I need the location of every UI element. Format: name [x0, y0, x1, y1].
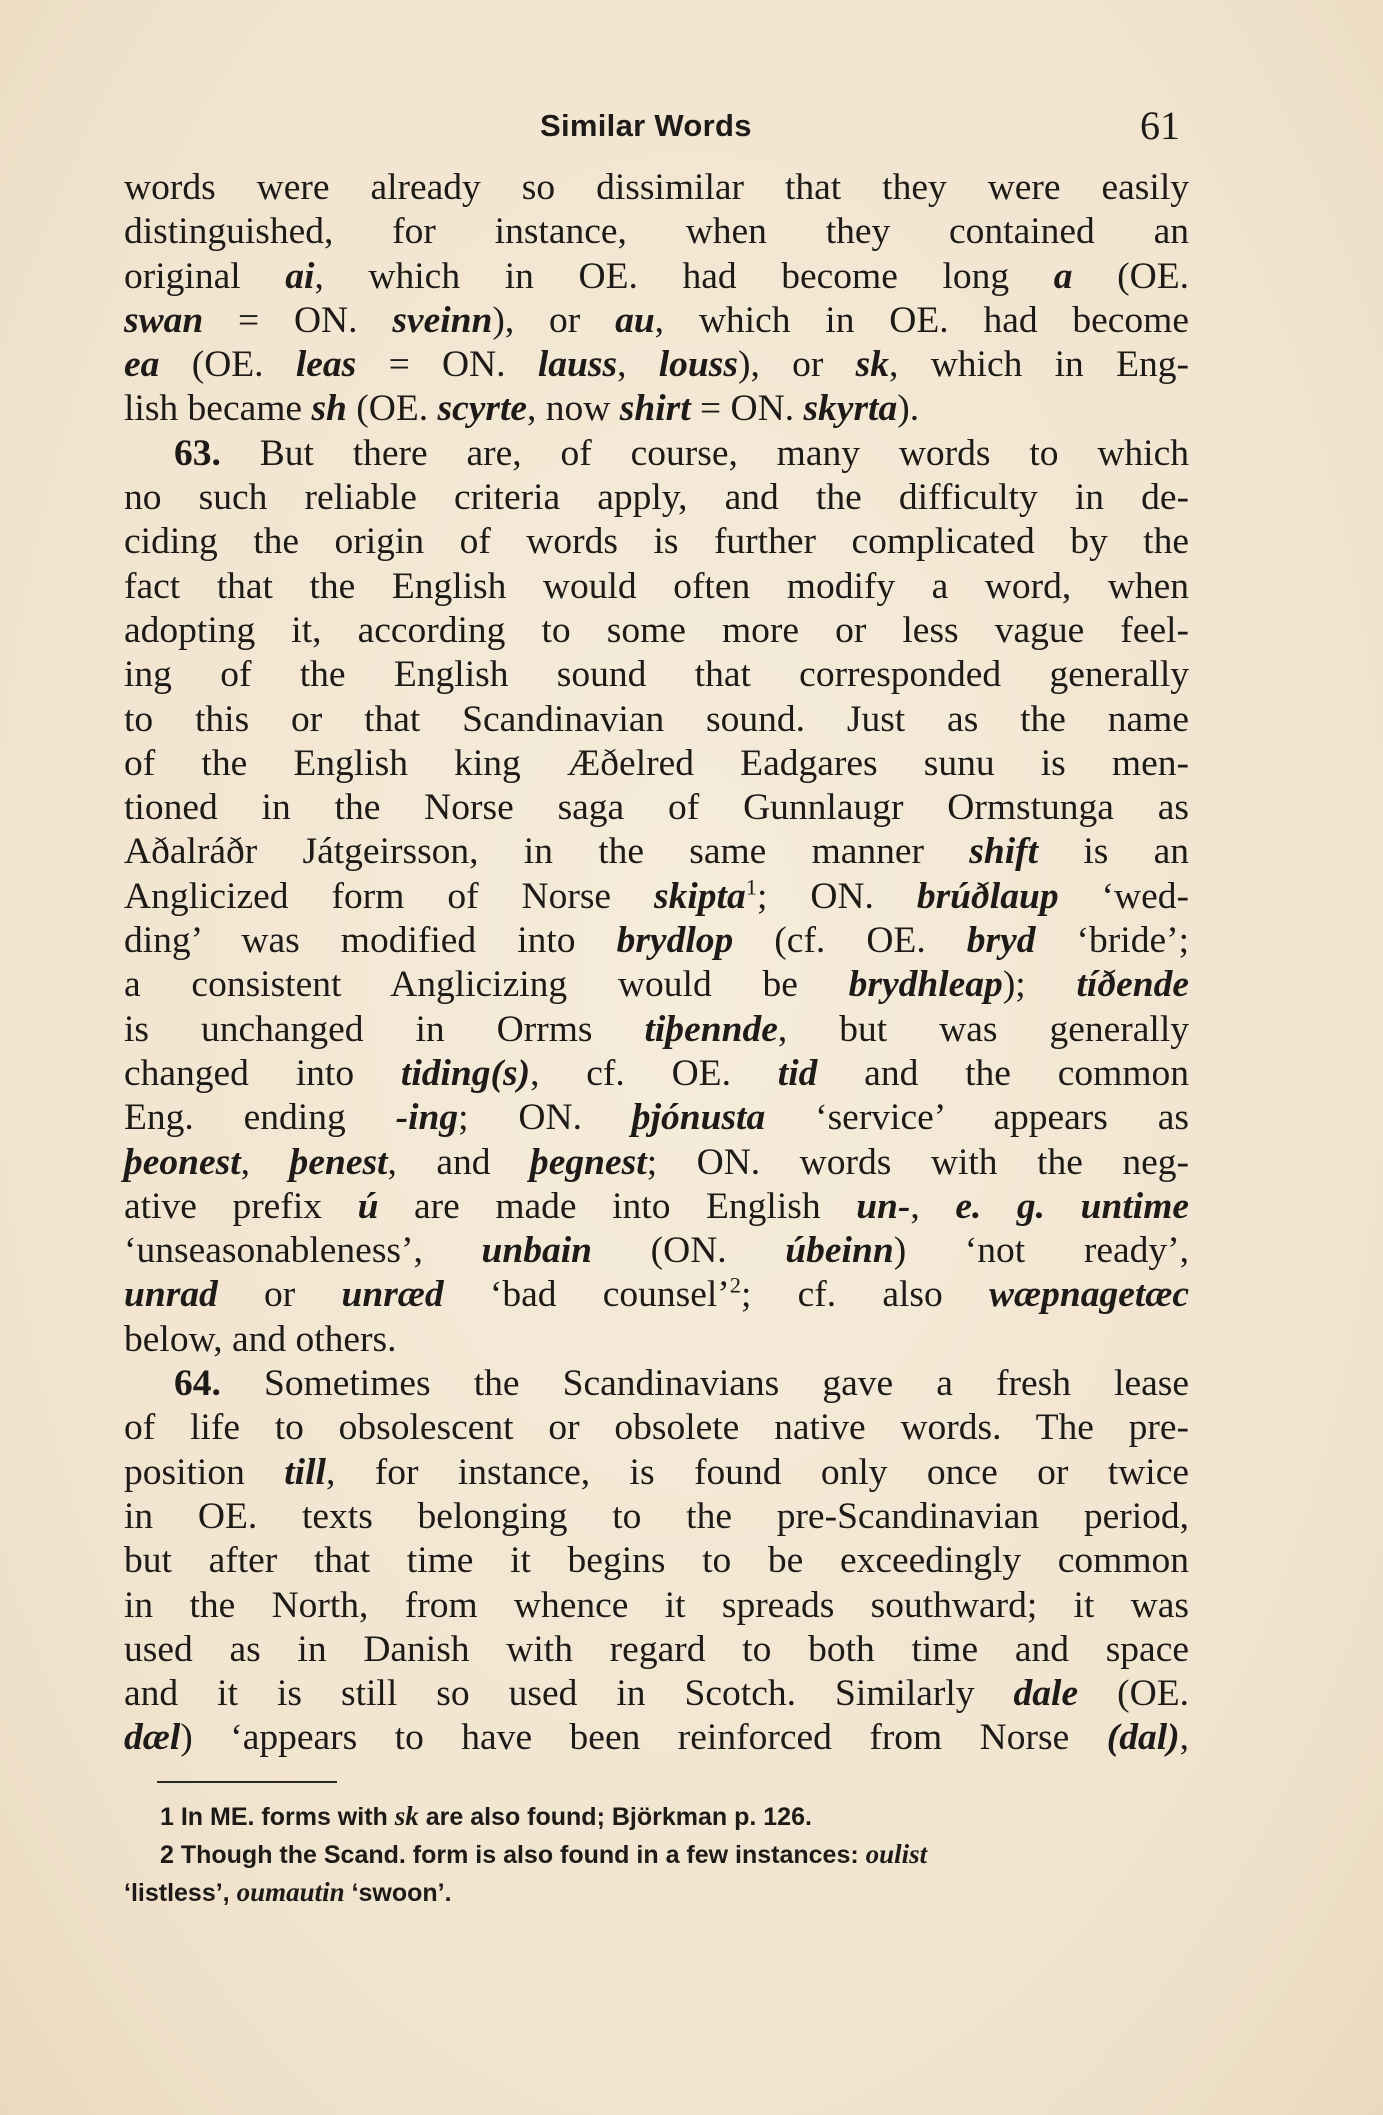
text-line [124, 210, 1189, 254]
text-run: , [240, 1141, 290, 1183]
text-run: , cf. OE. [530, 1052, 778, 1094]
italic-term: ea [124, 344, 160, 386]
text-run: distinguished, for instance, when they contained an [124, 211, 1189, 253]
text-run: , [617, 344, 659, 386]
italic-term: tiþennde [644, 1008, 778, 1050]
text-run: used as in Danish with regard to both time and space [124, 1628, 1189, 1670]
footnote-line [124, 1836, 1189, 1874]
italic-term: sk [855, 344, 890, 386]
text-run: and the common [817, 1052, 1189, 1094]
text-line [124, 1628, 1189, 1672]
text-run: ‘listless’, [124, 1879, 237, 1907]
text-line [124, 476, 1189, 520]
text-run: (cf. OE. [733, 920, 967, 962]
text-line [124, 565, 1189, 609]
italic-term: unbain [481, 1230, 592, 1272]
italic-term: shirt [619, 388, 691, 430]
text-run: Eng. ending [124, 1097, 396, 1139]
text-line [124, 1318, 1189, 1362]
text-run: ‘wed- [1058, 875, 1189, 917]
body-text [124, 166, 1189, 1761]
text-run: (OE. [159, 344, 296, 386]
text-run: is an [1038, 831, 1189, 873]
italic-term: sk [394, 1801, 419, 1831]
text-run: ; cf. also [741, 1274, 989, 1316]
italic-term: un- [856, 1185, 911, 1227]
text-line [124, 1406, 1189, 1450]
text-line [124, 698, 1189, 742]
text-run: ); [1002, 964, 1077, 1006]
text-run: (OE. [1072, 255, 1189, 297]
italic-term: þenest [289, 1141, 388, 1183]
italic-term: (dal) [1106, 1717, 1180, 1759]
text-run: , for instance, is found only once or twice [325, 1451, 1189, 1493]
italic-term: till [284, 1451, 326, 1493]
text-run: , [910, 1185, 956, 1227]
text-line [124, 1096, 1189, 1140]
text-run: are made into English [378, 1185, 857, 1227]
text-line [124, 1716, 1189, 1760]
text-line [124, 387, 1189, 431]
text-run: 1 In ME. forms with [160, 1803, 395, 1831]
text-line [124, 1008, 1189, 1052]
italic-term: brydhleap [848, 964, 1003, 1006]
text-run: Aðalráðr Játgeirsson, in the same manner [124, 831, 970, 873]
text-run: words were already so dissimilar that they were easily [124, 167, 1189, 208]
text-line [124, 1141, 1189, 1185]
text-run: changed into [124, 1052, 401, 1094]
italic-term: ú [357, 1185, 379, 1227]
italic-term: dale [1013, 1673, 1079, 1715]
text-line [124, 1495, 1189, 1539]
italic-term: tid [777, 1052, 818, 1094]
text-run: But there are, of course, many words to which [220, 432, 1189, 474]
text-line [124, 520, 1189, 564]
footnote-line [124, 1874, 1189, 1912]
italic-term: brúðlaup [916, 875, 1059, 917]
text-run: ‘bride’; [1035, 920, 1190, 962]
italic-term: dæl [124, 1717, 181, 1759]
text-line [124, 299, 1189, 343]
italic-term: skyrta [803, 388, 898, 430]
text-run: ing of the English sound that corresponded generally [124, 654, 1189, 696]
text-run: Anglicized form of Norse [124, 875, 655, 917]
text-run: adopting it, according to some more or less vague feel- [124, 609, 1189, 651]
italic-term: untime [1080, 1185, 1190, 1227]
text-run: = ON. [690, 388, 804, 430]
text-run: ), or [737, 344, 856, 386]
footnote-line [124, 1798, 1189, 1836]
italic-term: oumautin [236, 1877, 345, 1907]
text-run: and it is still so used in Scotch. Similarly [124, 1673, 1014, 1715]
italic-term: shift [969, 831, 1039, 873]
text-run: ) ‘not ready’, [893, 1230, 1189, 1272]
text-run: , now [527, 388, 620, 430]
italic-term: tiding(s) [400, 1052, 531, 1094]
text-run: = ON. [203, 299, 393, 341]
text-line [124, 1185, 1189, 1229]
paragraph-number: 63. [174, 432, 221, 474]
footnote-marker: 2 [729, 1272, 741, 1298]
italic-term: wæpnagetæc [989, 1274, 1189, 1316]
text-line [124, 255, 1189, 299]
text-line [124, 963, 1189, 1007]
text-run: of the English king Æðelred Eadgares sunu is men- [124, 742, 1189, 784]
footnote-marker: 1 [745, 874, 757, 900]
text-line [124, 875, 1189, 919]
text-run: lish became [124, 388, 312, 430]
text-run: in OE. texts belonging to the pre-Scandinavian period, [124, 1495, 1189, 1537]
text-line [124, 830, 1189, 874]
text-run: are also found; Björkman p. 126. [418, 1803, 812, 1831]
text-run: (ON. [592, 1230, 786, 1272]
text-run: ‘bad counsel’ [443, 1274, 730, 1316]
text-run: ative prefix [124, 1185, 358, 1227]
text-run: ; ON. [756, 875, 917, 917]
running-title: Similar Words [540, 108, 752, 143]
text-run: Sometimes the Scandinavians gave a fresh lease [220, 1363, 1189, 1405]
italic-term: unrad [124, 1274, 218, 1316]
text-run: , which in OE. had become [654, 299, 1189, 341]
italic-term: scyrte [437, 388, 528, 430]
text-run: ). [897, 388, 920, 430]
text-line [124, 609, 1189, 653]
italic-term: a [1053, 255, 1073, 297]
italic-term: au [615, 299, 655, 341]
text-line [124, 1273, 1189, 1317]
text-run: ; ON. [458, 1097, 632, 1139]
text-run: or [217, 1274, 342, 1316]
italic-term: louss [658, 344, 738, 386]
page-header [0, 102, 1383, 152]
text-run: ) ‘appears to have been reinforced from Norse [180, 1717, 1107, 1759]
paragraph-number: 64. [174, 1363, 221, 1405]
text-run: ‘unseasonableness’, [124, 1230, 482, 1272]
italic-term: unræd [341, 1274, 444, 1316]
text-run [1045, 1186, 1081, 1227]
italic-term: sh [311, 388, 347, 430]
italic-term: oulist [865, 1839, 928, 1869]
italic-term: bryd [966, 920, 1036, 962]
text-run: original [124, 255, 286, 297]
italic-term: e. g. [955, 1185, 1046, 1227]
italic-term: -ing [395, 1097, 459, 1139]
italic-term: þjónusta [631, 1097, 766, 1139]
text-run: ‘swoon’. [344, 1879, 452, 1907]
text-run: = ON. [356, 344, 538, 386]
text-run: a consistent Anglicizing would be [124, 964, 849, 1006]
text-run: ‘service’ appears as [765, 1097, 1189, 1139]
footnote [124, 1798, 1189, 1836]
text-line [124, 1052, 1189, 1096]
text-line [124, 166, 1189, 210]
footnote [124, 1836, 1189, 1912]
text-run: , [1179, 1717, 1189, 1759]
text-run: to this or that Scandinavian sound. Just as the name [124, 698, 1189, 740]
text-run: but after that time it begins to be exceedingly common [124, 1540, 1189, 1582]
text-run: (OE. [1078, 1673, 1189, 1715]
text-line [124, 653, 1189, 697]
text-run: ciding the origin of words is further complicated by the [124, 521, 1189, 563]
text-run: in the North, from whence it spreads southward; it was [124, 1584, 1189, 1626]
text-line [124, 1539, 1189, 1583]
text-run: , which in OE. had become long [314, 255, 1054, 297]
italic-term: swan [124, 299, 204, 341]
text-run: no such reliable criteria apply, and the difficulty in de- [124, 477, 1189, 519]
italic-term: lauss [537, 344, 618, 386]
italic-term: þeonest [124, 1141, 241, 1183]
italic-term: brydlop [616, 920, 734, 962]
text-run: position [124, 1451, 285, 1493]
text-run: , which in Eng- [889, 344, 1189, 386]
italic-term: úbeinn [785, 1230, 894, 1272]
text-run: , but was generally [777, 1008, 1190, 1050]
text-line [124, 919, 1189, 963]
text-line [124, 742, 1189, 786]
text-line [124, 343, 1189, 387]
text-run: of life to obsolescent or obsolete native words. The pre- [124, 1407, 1189, 1449]
text-run: , and [387, 1141, 531, 1183]
footnote-rule [157, 1781, 337, 1783]
italic-term: ai [285, 255, 315, 297]
italic-term: sveinn [392, 299, 493, 341]
text-run: 2 Though the Scand. form is also found in a few instances: [160, 1841, 866, 1869]
text-run: ), or [492, 299, 616, 341]
text-run: is unchanged in Orrms [124, 1008, 645, 1050]
text-line [124, 432, 1189, 476]
page-number: 61 [1140, 103, 1180, 148]
italic-term: þegnest [530, 1141, 647, 1183]
text-line [124, 1451, 1189, 1495]
text-run: fact that the English would often modify a word, when [124, 565, 1189, 607]
italic-term: leas [295, 344, 357, 386]
text-line [124, 786, 1189, 830]
text-run: ; ON. words with the neg- [646, 1141, 1189, 1183]
text-run: tioned in the Norse saga of Gunnlaugr Ormstunga as [124, 787, 1189, 829]
text-run: (OE. [346, 388, 438, 430]
text-line [124, 1584, 1189, 1628]
footnotes [124, 1798, 1189, 1912]
italic-term: skipta [654, 875, 746, 917]
italic-term: tíðende [1076, 964, 1189, 1006]
text-run: below, and others. [124, 1318, 397, 1360]
text-line [124, 1672, 1189, 1716]
text-run: ding’ was modified into [124, 920, 617, 962]
text-line [124, 1362, 1189, 1406]
text-line [124, 1229, 1189, 1273]
